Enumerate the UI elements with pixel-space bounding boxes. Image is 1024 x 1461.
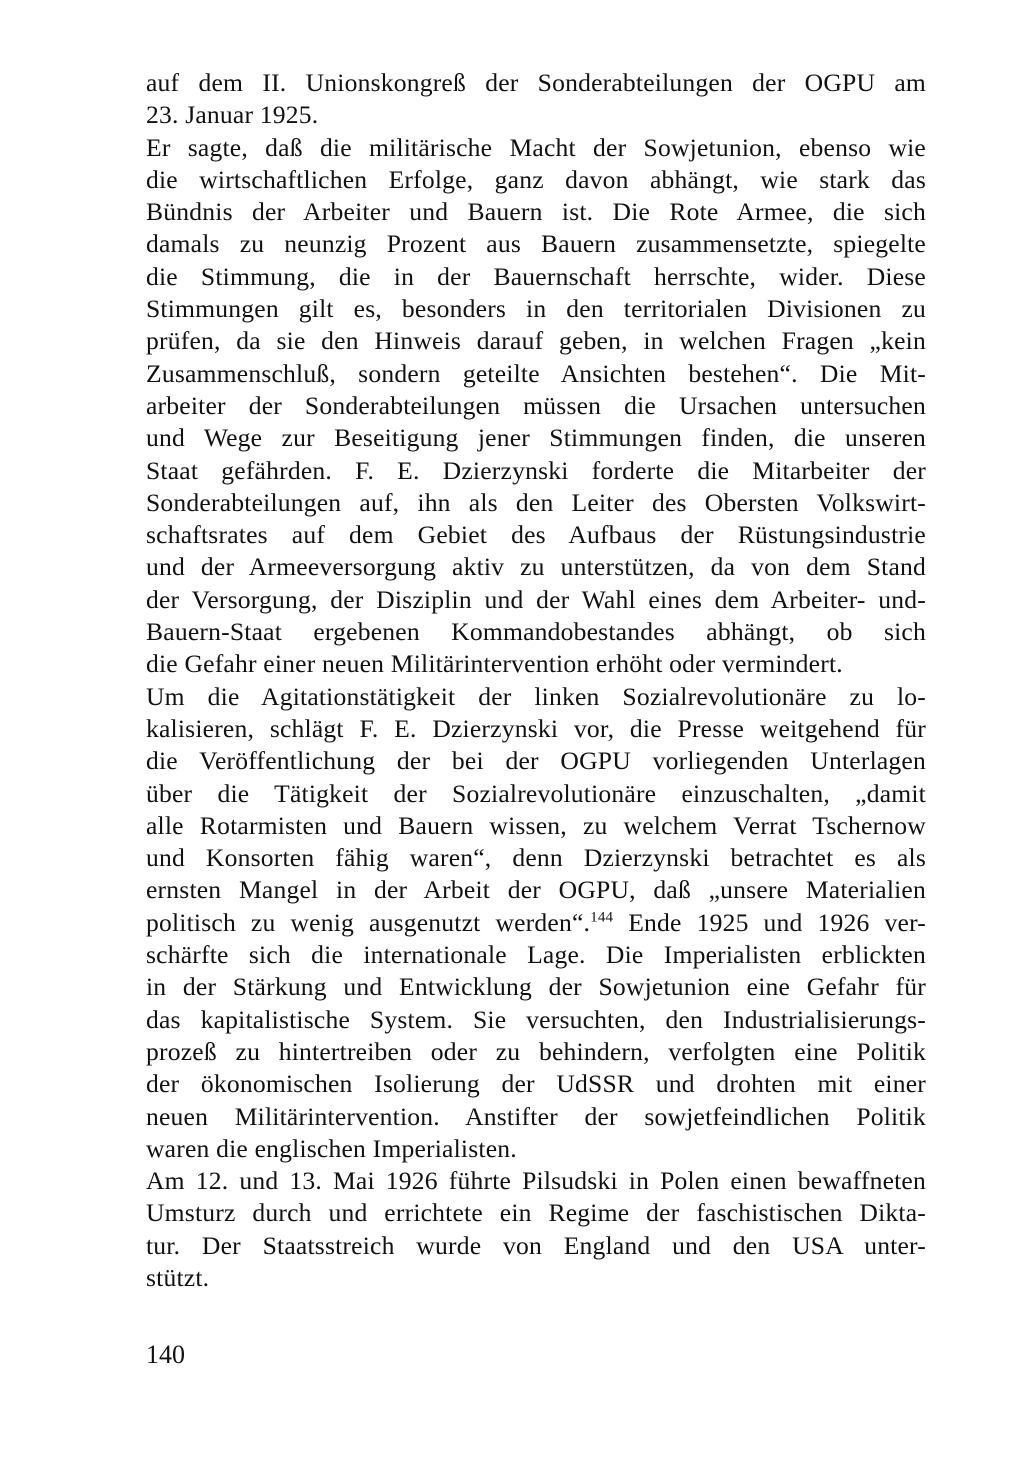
text-line: in der Stärkung und Entwicklung der Sowjetunion eine Gefahr für: [146, 972, 926, 1002]
text-line: und Konsorten fähig waren“, denn Dzierzynski betrachtet es als: [146, 843, 926, 873]
text-line: Bündnis der Arbeiter und Bauern ist. Die Rote Armee, die sich: [146, 197, 926, 227]
text-line: das kapitalistische System. Sie versuchten, den Industrialisierungs-: [146, 1004, 926, 1034]
body-text: [146, 67, 926, 1294]
text-line: und der Armeeversorgung aktiv zu unterstützen, da von dem Stand: [146, 552, 926, 582]
text-line: alle Rotarmisten und Bauern wissen, zu welchem Verrat Tschernow: [146, 810, 926, 840]
text-line: arbeiter der Sonderabteilungen müssen die Ursachen untersuchen: [146, 390, 926, 420]
page-number: 140: [146, 1340, 185, 1369]
footnote-reference: 144: [590, 909, 614, 926]
text-line: auf dem II. Unionskongreß der Sonderabteilungen der OGPU am: [146, 68, 926, 97]
text-line: kalisieren, schlägt F. E. Dzierzynski vor, die Presse weitgehend für: [146, 713, 926, 743]
text-line: Umsturz durch und errichtete ein Regime der faschistischen Dikta-: [146, 1198, 926, 1228]
text-line: damals zu neunzig Prozent aus Bauern zusammensetzte, spiegelte: [146, 229, 926, 259]
text-line: waren die englischen Imperialisten.: [146, 1133, 517, 1163]
text-line: ernsten Mangel in der Arbeit der OGPU, daß „unsere Materialien: [146, 875, 926, 905]
text-line: tur. Der Staatsstreich wurde von England und den USA unter-: [146, 1230, 926, 1260]
text-line: der Versorgung, der Disziplin und der Wahl eines dem Arbeiter- und-: [146, 584, 926, 614]
text-line: Staat gefährden. F. E. Dzierzynski forderte die Mitarbeiter der: [146, 455, 926, 485]
text-line: die Veröffentlichung der bei der OGPU vorliegenden Unterlagen: [146, 746, 926, 776]
text-line: der ökonomischen Isolierung der UdSSR und drohten mit einer: [146, 1069, 926, 1099]
text-line: prozeß zu hintertreiben oder zu behindern, verfolgten eine Politik: [146, 1036, 926, 1066]
text-segment: politisch zu wenig ausgenutzt werden“.: [146, 907, 591, 937]
text-line: Er sagte, daß die militärische Macht der Sowjetunion, ebenso wie: [146, 132, 926, 162]
text-line: 23. Januar 1925.: [146, 100, 319, 130]
text-line: neuen Militärintervention. Anstifter der sowjetfeindlichen Politik: [146, 1101, 926, 1131]
text-line: die Stimmung, die in der Bauernschaft herrschte, wider. Diese: [146, 261, 926, 291]
text-line: stützt.: [146, 1262, 210, 1292]
text-line: Bauern-Staat ergebenen Kommandobestandes abhängt, ob sich: [146, 617, 926, 647]
text-line: die wirtschaftlichen Erfolge, ganz davon abhängt, wie stark das: [146, 164, 926, 194]
text-line: Sonderabteilungen auf, ihn als den Leiter des Obersten Volkswirt-: [146, 487, 926, 517]
text-line: Am 12. und 13. Mai 1926 führte Pilsudski in Polen einen bewaffneten: [146, 1166, 926, 1196]
text-segment: Ende 1925 und 1926 ver-: [613, 907, 926, 937]
text-line: schärfte sich die internationale Lage. Die Imperialisten erblickten: [146, 940, 926, 970]
text-line: über die Tätigkeit der Sozialrevolutionäre einzuschalten, „damit: [146, 778, 926, 808]
text-line: Zusammenschluß, sondern geteilte Ansichten bestehen“. Die Mit-: [146, 358, 926, 388]
text-line: und Wege zur Beseitigung jener Stimmungen finden, die unseren: [146, 423, 926, 453]
text-line: die Gefahr einer neuen Militärintervention erhöht oder vermindert.: [146, 649, 843, 679]
text-line: Um die Agitationstätigkeit der linken Sozialrevolutionäre zu lo-: [146, 681, 926, 711]
text-line-with-footnote: [146, 907, 926, 939]
text-line: Stimmungen gilt es, besonders in den territorialen Divisionen zu: [146, 294, 926, 324]
text-line: schaftsrates auf dem Gebiet des Aufbaus der Rüstungsindustrie: [146, 520, 926, 550]
text-line: prüfen, da sie den Hinweis darauf geben, in welchen Fragen „kein: [146, 326, 926, 356]
